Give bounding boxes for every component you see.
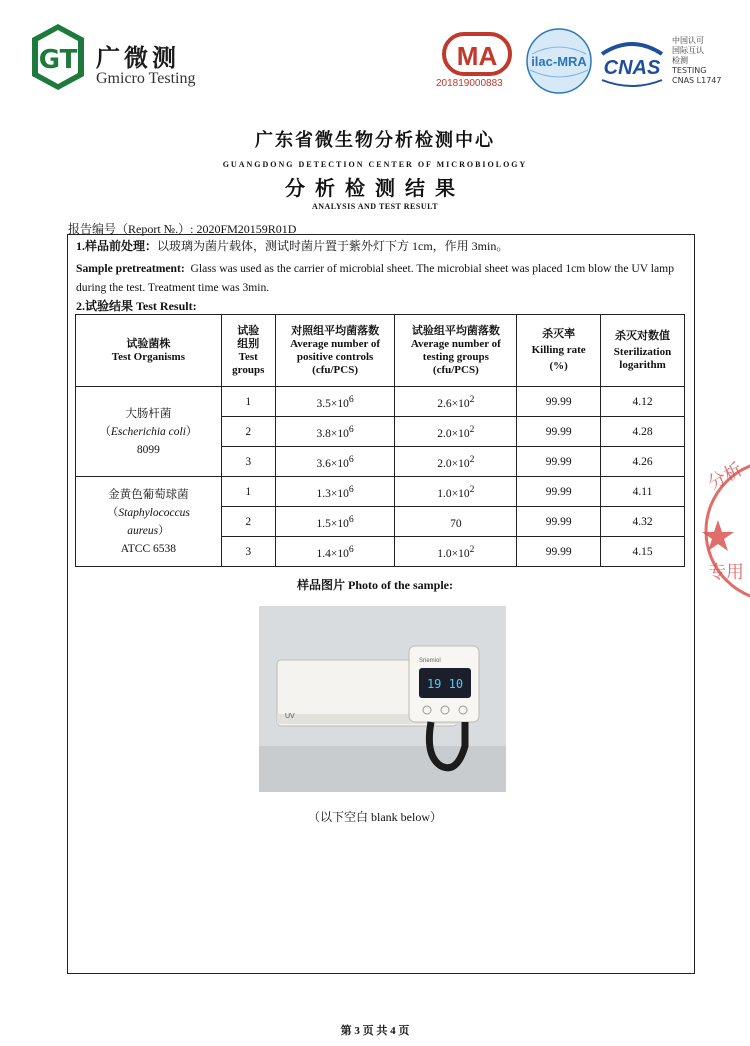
killing-cell: 99.99 xyxy=(517,477,601,507)
header-group xyxy=(221,315,275,387)
group-cell: 3 xyxy=(221,447,275,477)
testing-cell xyxy=(395,537,517,567)
cma-number: 201819000883 xyxy=(436,78,503,89)
group-cell: 1 xyxy=(221,477,275,507)
value-exp: 2 xyxy=(469,483,475,495)
value-exp: 2 xyxy=(469,543,475,555)
table-header-row xyxy=(76,315,685,387)
cnas-line: CNAS L1747 xyxy=(672,76,722,85)
header-text: 杀灭对数值 xyxy=(615,329,671,342)
organism-latin-text: Staphylococcus xyxy=(118,506,190,519)
organism-cell xyxy=(76,387,222,477)
group-cell: 2 xyxy=(221,507,275,537)
pretreatment-cn-label: 1.样品前处理： xyxy=(76,239,158,253)
testing-cell xyxy=(395,477,517,507)
value-base: 1.4×10 xyxy=(316,547,349,560)
group-cell: 3 xyxy=(221,537,275,567)
header-log xyxy=(601,315,685,387)
page-footer: 第 3 页 共 4 页 xyxy=(340,1025,410,1037)
value-base: 3.5×10 xyxy=(316,397,349,410)
pretreatment-cn xyxy=(76,237,686,254)
value-exp: 6 xyxy=(348,393,354,405)
cnas-text-block xyxy=(672,36,721,86)
control-cell xyxy=(275,477,395,507)
center-title-cn: 广东省微生物分析检测中心 xyxy=(255,130,495,151)
header-text: Average number of positive controls xyxy=(290,337,381,363)
header-organism xyxy=(76,315,222,387)
header-text: Average number of testing groups xyxy=(410,337,501,363)
logo-en-text: Gmicro Testing xyxy=(96,70,196,87)
value-exp: 6 xyxy=(348,453,354,465)
group-cell: 1 xyxy=(221,387,275,417)
ilac-mra-logo-icon xyxy=(524,26,594,96)
killing-cell: 99.99 xyxy=(517,447,601,477)
value-base: 2.0×10 xyxy=(437,427,470,440)
header-text: 对照组平均菌落数 xyxy=(291,324,380,337)
table-row xyxy=(76,477,685,507)
killing-cell: 99.99 xyxy=(517,507,601,537)
header-text: 试验组别 xyxy=(237,324,260,350)
result-title-cn: 分析检测结果 xyxy=(285,176,465,200)
pretreatment-en-label: Sample pretreatment: xyxy=(76,262,185,275)
header-text: (cfu/PCS) xyxy=(432,363,479,376)
value-base: 3.6×10 xyxy=(316,457,349,470)
header-text: Test Organisms xyxy=(111,350,186,363)
value-exp: 6 xyxy=(348,543,354,555)
control-cell xyxy=(275,537,395,567)
testing-cell xyxy=(395,507,517,537)
gmicro-logo-icon xyxy=(30,22,86,92)
table-row xyxy=(76,387,685,417)
photo-caption-cn: 样品图片 xyxy=(296,578,345,592)
group-cell: 2 xyxy=(221,417,275,447)
value-base: 1.0×10 xyxy=(437,487,470,500)
value-exp: 6 xyxy=(348,423,354,435)
killing-cell: 99.99 xyxy=(517,537,601,567)
value-base: 2.6×10 xyxy=(437,397,470,410)
svg-text:MA: MA xyxy=(456,41,498,71)
cnas-line: TESTING xyxy=(672,66,707,75)
control-cell xyxy=(275,507,395,537)
header-text: 试验菌株 xyxy=(126,337,171,350)
organism-name-cn: 金黄色葡萄球菌 xyxy=(108,488,189,501)
header-text: Sterilization logarithm xyxy=(613,345,672,371)
organism-cell xyxy=(76,477,222,567)
uv-label-text: UV xyxy=(285,713,295,720)
value-base: 3.8×10 xyxy=(316,427,349,440)
organism-strain: 8099 xyxy=(136,443,160,456)
cnas-line: 检测 xyxy=(672,56,688,65)
value-exp: 2 xyxy=(469,423,475,435)
control-cell xyxy=(275,387,395,417)
report-number: 报告编号（Report №.）: 2020FM20159R01D xyxy=(68,222,297,236)
value-base: 1.3×10 xyxy=(316,487,349,500)
svg-text:ilac-MRA: ilac-MRA xyxy=(531,54,587,69)
cnas-line: 中国认可 xyxy=(672,36,704,45)
organism-name-latin: aureus） xyxy=(127,524,170,537)
header-killing xyxy=(517,315,601,387)
cnas-logo-icon xyxy=(596,36,668,88)
header-text: 杀灭率 xyxy=(542,328,576,340)
log-cell: 4.28 xyxy=(601,417,685,447)
value-exp: 2 xyxy=(469,453,475,465)
control-cell xyxy=(275,447,395,477)
organism-name-latin: （Escherichia coli） xyxy=(99,425,198,438)
pretreatment-en xyxy=(76,259,688,297)
header-text: (cfu/PCS) xyxy=(312,363,358,376)
test-result-title xyxy=(76,297,197,314)
value-exp: 6 xyxy=(348,483,354,495)
svg-text:GT: GT xyxy=(38,45,78,75)
control-cell xyxy=(275,417,395,447)
value-exp: 6 xyxy=(348,513,354,525)
organism-name-cn: 大肠杆菌 xyxy=(125,407,172,420)
organism-latin-text: Escherichia coli xyxy=(110,425,186,438)
value-base: 2.0×10 xyxy=(437,457,470,470)
device-display-text: 19 10 xyxy=(426,677,464,691)
test-result-title-cn: 2.试验结果 xyxy=(76,299,134,313)
log-cell: 4.32 xyxy=(601,507,685,537)
value-base: 70 xyxy=(450,517,462,530)
header-control xyxy=(275,315,395,387)
organism-strain: ATCC 6538 xyxy=(120,542,177,555)
organism-latin-text: aureus xyxy=(127,524,159,537)
header-text: Test groups xyxy=(232,350,265,376)
value-base: 1.0×10 xyxy=(437,547,470,560)
log-cell: 4.11 xyxy=(601,477,685,507)
cnas-line: 国际互认 xyxy=(672,46,704,55)
header-text: Killing rate xyxy=(531,344,586,356)
stamp-text: 专用 xyxy=(708,562,744,583)
official-stamp xyxy=(700,456,750,606)
result-title-en: ANALYSIS AND TEST RESULT xyxy=(311,202,439,211)
log-cell: 4.12 xyxy=(601,387,685,417)
photo-caption xyxy=(0,576,750,593)
value-base: 1.5×10 xyxy=(316,517,349,530)
blank-below-note: （以下空白 blank below） xyxy=(308,810,442,824)
organism-name-latin: （Staphylococcus xyxy=(106,506,190,519)
test-result-title-en: Test Result: xyxy=(136,299,197,313)
svg-text:CNAS: CNAS xyxy=(603,57,661,79)
header-text: 试验组平均菌落数 xyxy=(411,324,500,337)
testing-cell xyxy=(395,417,517,447)
testing-cell xyxy=(395,447,517,477)
log-cell: 4.15 xyxy=(601,537,685,567)
killing-cell: 99.99 xyxy=(517,417,601,447)
log-cell: 4.26 xyxy=(601,447,685,477)
brand-text: Sriemiol xyxy=(419,658,441,664)
center-title-en: GUANGDONG DETECTION CENTER OF MICROBIOLOGY xyxy=(222,160,528,169)
header-testing xyxy=(395,315,517,387)
pretreatment-cn-text: 以玻璃为菌片载体，测试时菌片置于紫外灯下方 1cm，作用 3min。 xyxy=(157,239,509,253)
header-text: (%) xyxy=(549,360,568,372)
photo-caption-en: Photo of the sample: xyxy=(348,578,453,592)
stamp-text: 分析 xyxy=(704,458,747,495)
value-exp: 2 xyxy=(469,393,475,405)
testing-cell xyxy=(395,387,517,417)
results-table xyxy=(75,314,685,567)
killing-cell: 99.99 xyxy=(517,387,601,417)
pretreatment-en-text: Glass was used as the carrier of microbial sheet. The microbial sheet was placed 1cm blow the UV lamp during the test. Treatment time was 3min. xyxy=(76,262,674,294)
logo-cn-text: 广微测 xyxy=(96,44,180,72)
sample-photo xyxy=(259,606,506,792)
